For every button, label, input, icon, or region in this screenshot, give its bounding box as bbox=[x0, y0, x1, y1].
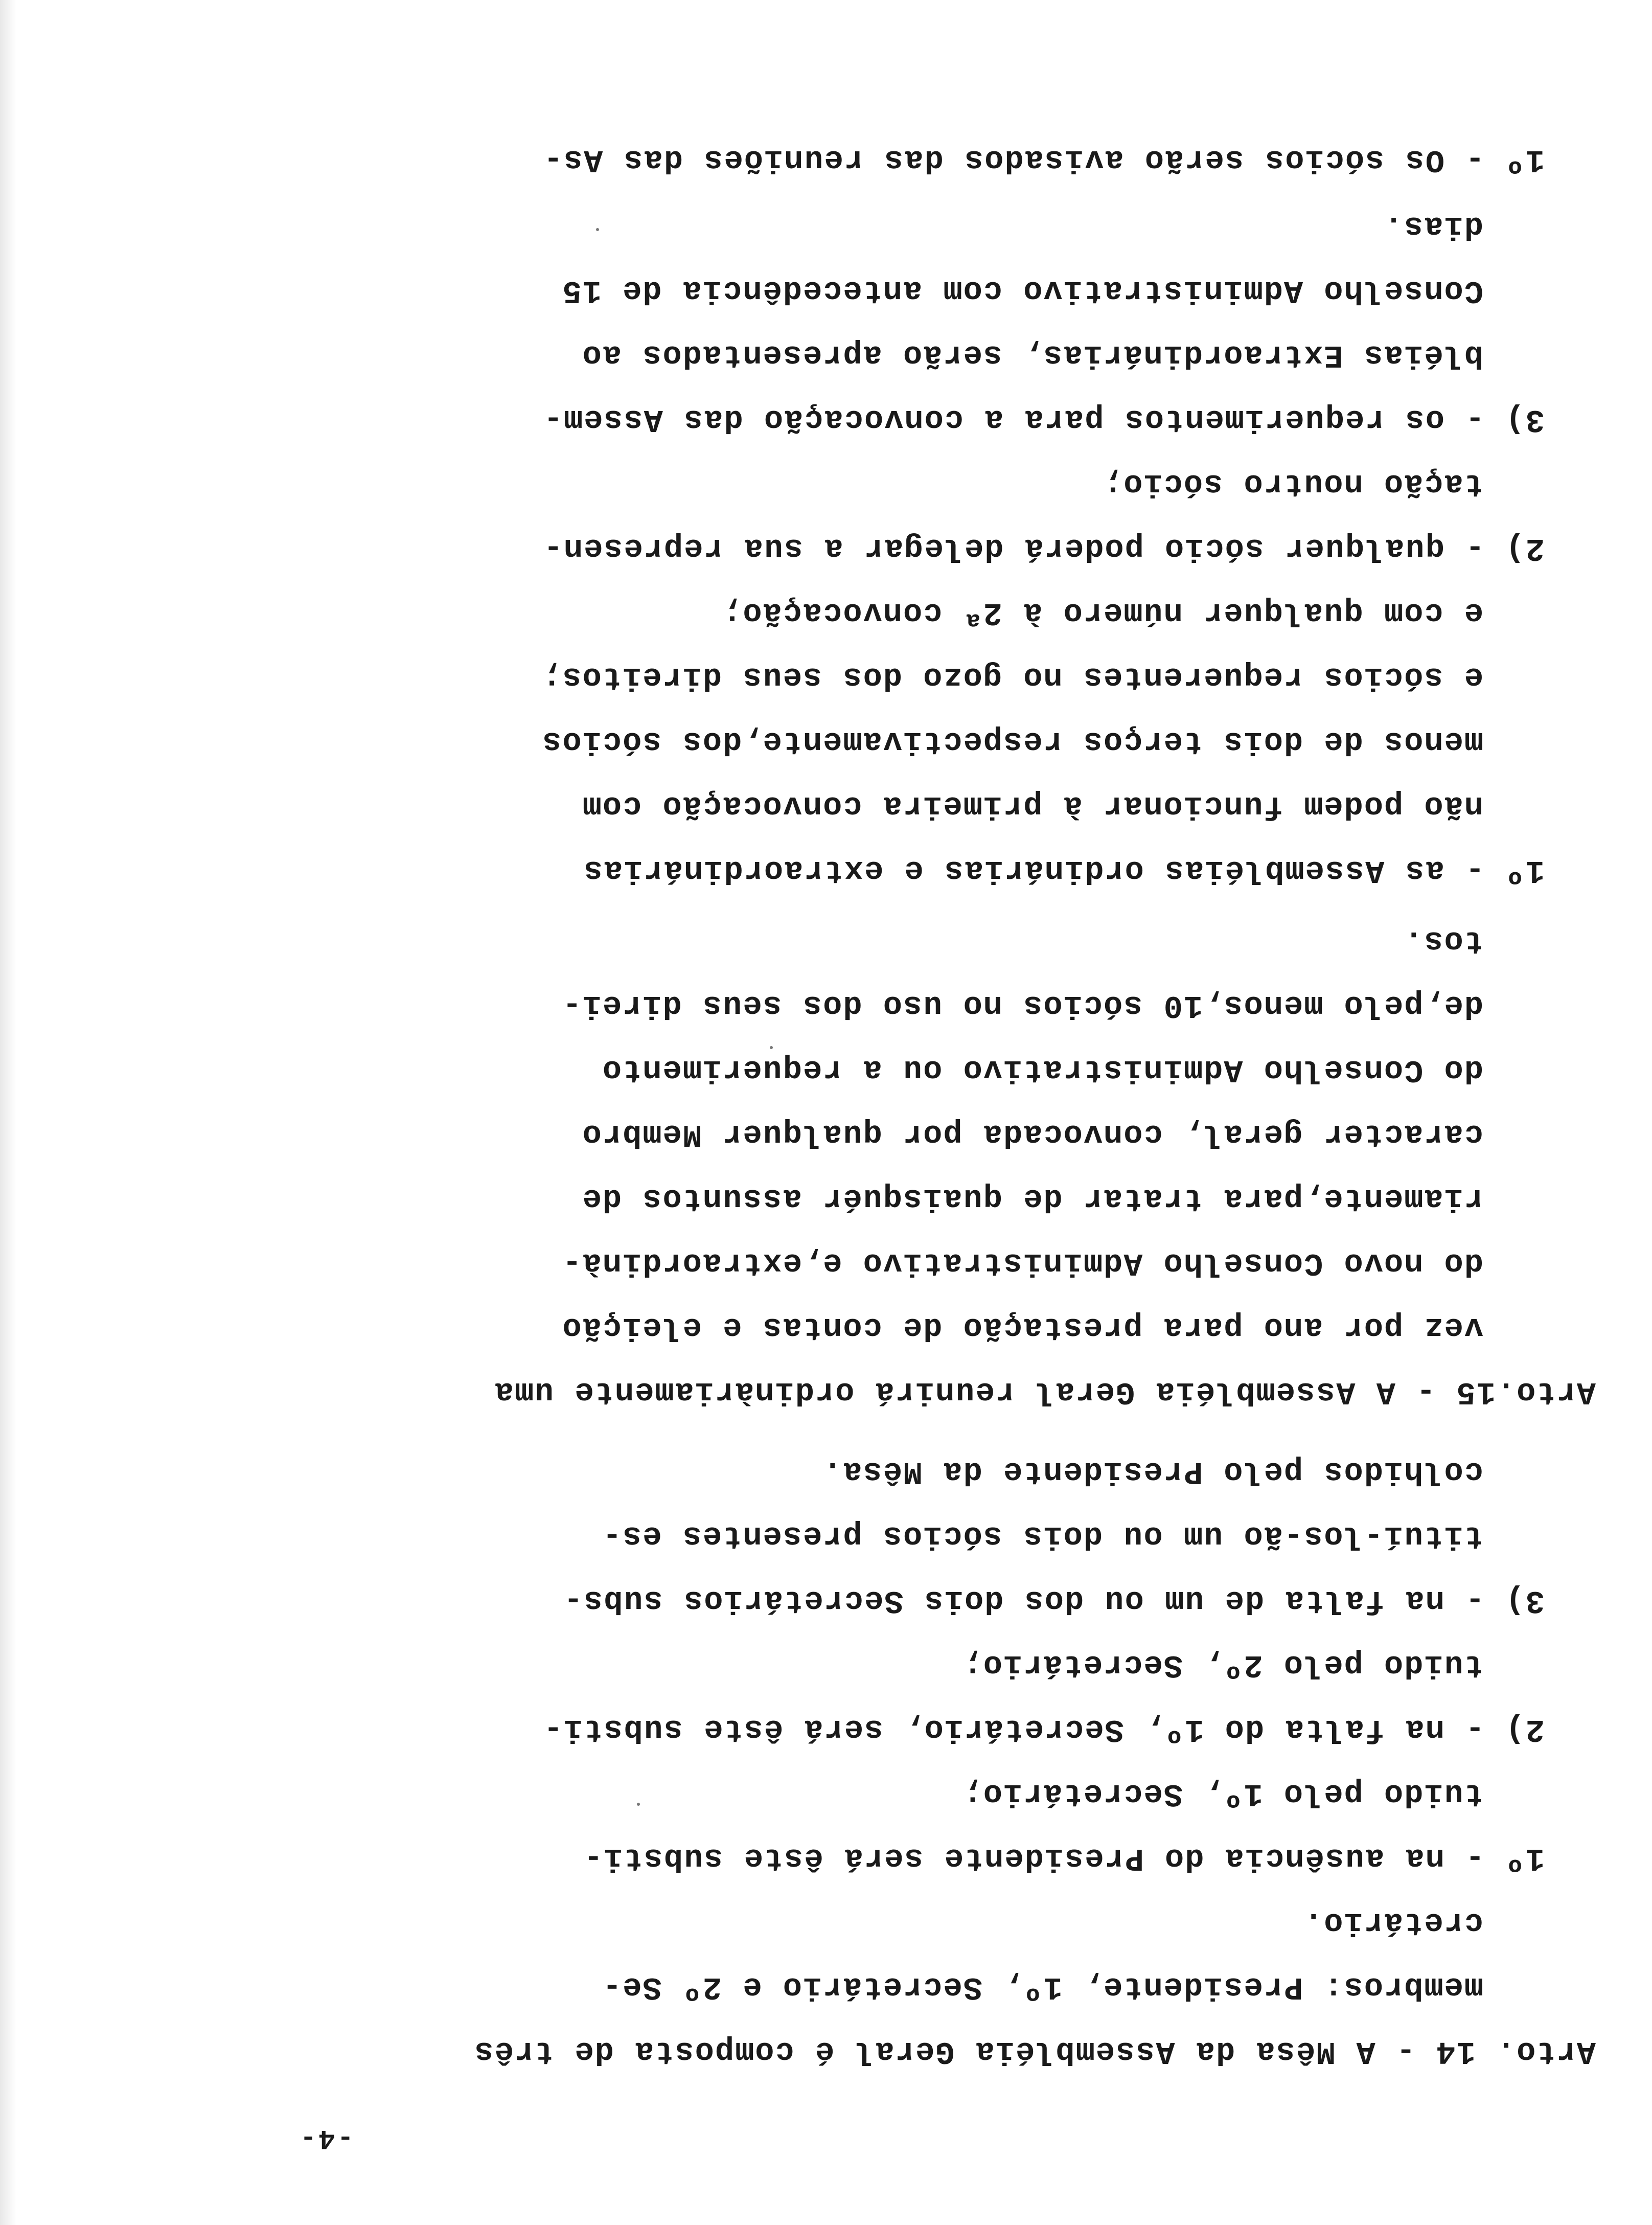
text-line: tuido pelo 1º, Secretário; bbox=[962, 1776, 1483, 1812]
scan-speck bbox=[770, 1046, 773, 1049]
scan-speck bbox=[596, 228, 599, 231]
page-number: -4- bbox=[297, 2122, 354, 2153]
text-line: riamente,para tratar de quaisquér assuntos de bbox=[581, 1180, 1483, 1217]
text-line: menos de dois terços respectivamente,dos sócios bbox=[541, 723, 1483, 760]
text-line: tação noutro sócio; bbox=[1103, 466, 1483, 502]
text-line: não podem funcionar à primeira convocação com bbox=[581, 788, 1483, 824]
text-line: e sócios requerentes no gozo dos seus direitos; bbox=[541, 659, 1483, 695]
paragraph-1: 1º - as Assembléias ordinárias e extraordinárias bbox=[583, 852, 1545, 889]
text-line: tituí-los-ão um ou dois sócios presentes es- bbox=[601, 1518, 1483, 1554]
article-15-heading: Arto.15 - A Assembléia Geral reunirá ordinàriamente uma bbox=[493, 1374, 1596, 1410]
text-line: tuido pelo 2º, Secretário; bbox=[962, 1647, 1483, 1683]
text-line: vez por ano para prestação de contas e eleição bbox=[561, 1309, 1483, 1346]
article-14-heading: Arto. 14 - A Mêsa da Assembléia Geral é composta de três bbox=[473, 2033, 1596, 2070]
paragraph-3: 3) - na falta de um ou dos dois Secretários subs- bbox=[562, 1582, 1545, 1619]
text-line: cretário. bbox=[1303, 1904, 1483, 1941]
paragraph-3: 3) - os requerimentos para a convocação das Assem- bbox=[542, 401, 1545, 438]
page-edge-shadow bbox=[0, 0, 16, 2225]
text-line: e com qualquer número à 2ª convocação; bbox=[722, 595, 1483, 631]
paragraph-2: 2) - na falta do 1º, Secretário, será êste substi- bbox=[542, 1711, 1545, 1747]
text-line: do novo Conselho Administrativo e,extraordinà- bbox=[561, 1245, 1483, 1281]
text-line: membros: Presidente, 1º, Secretário e 2º Se- bbox=[601, 1969, 1483, 2005]
text-line: colhidos pelo Presidente da Mêsa. bbox=[822, 1454, 1483, 1490]
scan-speck bbox=[637, 1803, 640, 1806]
text-line: dias. bbox=[1383, 208, 1483, 244]
paragraph-2: 2) - qualquer sócio poderá delegar a sua represen- bbox=[542, 530, 1545, 566]
text-line: tos. bbox=[1403, 923, 1483, 959]
text-line: do Conselho Administrativo ou a requerimento bbox=[601, 1052, 1483, 1088]
text-line: Conselho Administrativo com antecedência de 15 bbox=[561, 273, 1483, 309]
text-line: bléias Extraordinárias, serão apresentados ao bbox=[581, 337, 1483, 373]
paragraph-1: 1º - Os sócios serão avisados das reuniões das As- bbox=[542, 142, 1545, 178]
text-line: de,pelo menos,10 sócios no uso dos seus direi- bbox=[561, 987, 1483, 1024]
paragraph-1: 1º - na ausência do Presidente será êste substi- bbox=[583, 1840, 1545, 1876]
text-line: caracter geral, convocada por qualquer Membro bbox=[581, 1116, 1483, 1152]
